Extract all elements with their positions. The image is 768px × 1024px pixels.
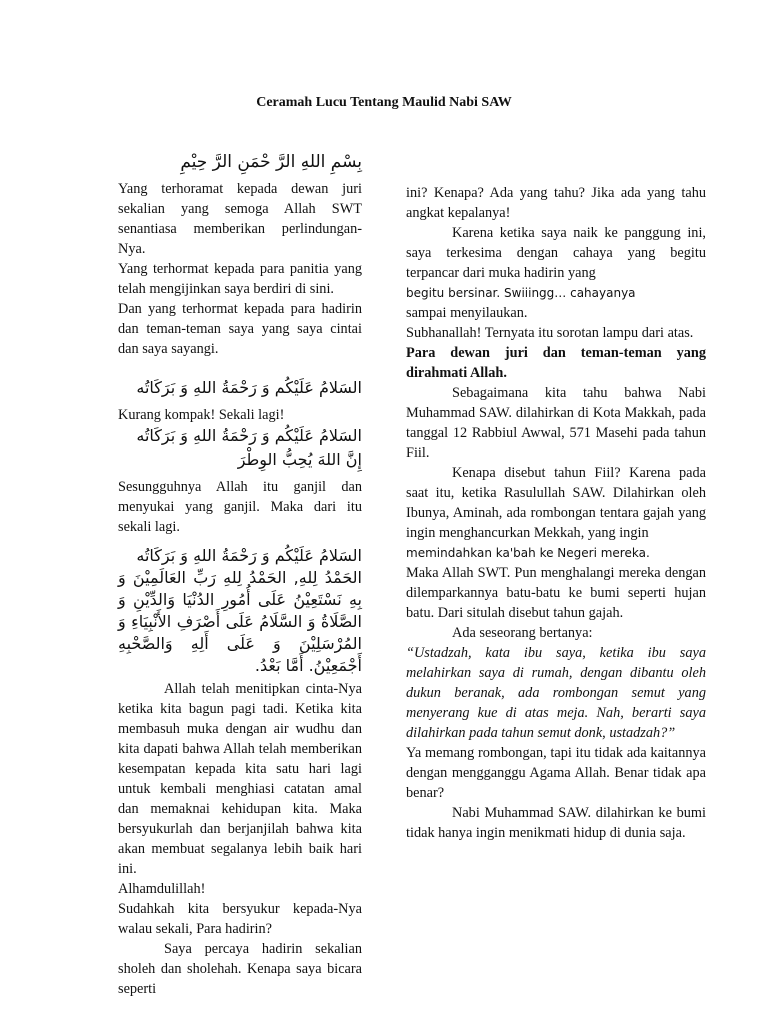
hadith-text: إِنَّ اللهَ يُحِبُّ الوِطْرَ — [237, 450, 362, 469]
salam-greeting-1: السَلامُ عَلَيْكُم وَ رَحْمَةُ اللهِ وَ بَرَكَاتُه — [136, 378, 362, 397]
document-title: Ceramah Lucu Tentang Maulid Nabi SAW — [256, 95, 512, 110]
gratitude-paragraph: Allah telah menitipkan cinta-Nya ketika kita bagun pagi tadi. Ketika kita membasuh muka dengan air wudhu dan kita dapati bahwa Allah telah memberikan kesempatan kepada kita satu hari lagi untuk kembali menghiasi catatan amal dan memaknai kehidupan kita. Maka bersyukurlah dan berjanjilah bahwa kita akan membuat segalanya lebih baik hari ini. — [118, 681, 362, 877]
ganjil-paragraph: Sesungguhnya Allah itu ganjil dan menyukai yang ganjil. Maka dari itu sekali lagi. — [118, 479, 362, 535]
question-intro: Ada seseorang bertanya: — [452, 625, 593, 641]
kabah-line: memindahkan ka'bah ke Negeri mereka. — [406, 546, 650, 560]
again-line: Kurang kompak! Sekali lagi! — [118, 407, 285, 423]
spotlight-paragraph: Subhanallah! Ternyata itu sorotan lampu dari atas. — [406, 325, 694, 341]
birth-paragraph: Sebagaimana kita tahu bahwa Nabi Muhammad SAW. dilahirkan di Kota Makkah, pada tanggal 12 Rabbiul Awwal, 571 Masehi pada tahun Fiil. — [406, 385, 706, 461]
swing-line: begitu bersinar. Swiiingg… cahayanya — [406, 286, 636, 300]
dazzle-line: sampai menyilaukan. — [406, 305, 528, 321]
left-column — [118, 151, 362, 999]
address-heading: Para dewan juri dan teman-teman yang dirahmati Allah. — [406, 345, 706, 381]
prophet-paragraph: Nabi Muhammad SAW. dilahirkan ke bumi tidak hanya ingin menikmati hidup di dunia saja. — [406, 805, 706, 841]
alhamdulillah-line: Alhamdulillah! — [118, 881, 206, 897]
answer-paragraph: Ya memang rombongan, tapi itu tidak ada kaitannya dengan mengganggu Agama Allah. Benar tidak apa benar? — [406, 745, 706, 801]
fiil-paragraph: Kenapa disebut tahun Fiil? Karena pada saat itu, ketika Rasulullah SAW. Dilahirkan oleh Ibunya, Aminah, ada rombongan tentara gajah yang ingin menghancurkan Mekkah, yang ingin — [406, 465, 706, 541]
greeting-committee: Yang terhormat kepada para panitia yang telah mengijinkan saya berdiri di sini. — [118, 261, 362, 297]
ant-question-quote: “Ustadzah, kata ibu saya, ketika ibu saya melahirkan saya di rumah, dengan dibantu oleh dukun beranak, ada rombongan semut yang menyerang kue di atas meja. Nah, berarti saya dilahirkan pada tahun semut donk, ustadzah?” — [406, 645, 706, 741]
muqaddimah-text: الحَمْدُ لِلهِ, الحَمْدُ لِلهِ رَبِّ العَالَمِيْنَ وَ بِهِ نَسْتَعِيْنُ عَلَى أُمُورِ الدُنْيَا وَالدِّيْنِ وَ الصَّلَاةُ وَ السَّلَامُ عَلَى أَصْرَفِ الأَنْبِيَاءِ وَ المُرْسَلِيْنَ وَ عَلَى أَلِهِ وَالصَّحْبِهِ أَجْمَعِيْنُ. أَمَّا بَعْدُ. — [118, 568, 362, 675]
greeting-audience: Dan yang terhormat kepada para hadirin dan teman-teman saya yang saya cintai dan saya sayangi. — [118, 301, 362, 357]
salam-greeting-2: السَلامُ عَلَيْكُم وَ رَحْمَةُ اللهِ وَ بَرَكَاتُه — [136, 426, 362, 445]
basmala-text: بِسْمِ اللهِ الرَّ حْمَنِ الرَّ حِيْمِ — [180, 152, 362, 172]
grateful-question: Sudahkah kita bersyukur kepada-Nya walau sekali, Para hadirin? — [118, 901, 362, 937]
greeting-judges: Yang terhoramat kepada dewan juri sekalian yang semoga Allah SWT senantiasa memberikan perlindungan-Nya. — [118, 181, 362, 257]
stage-paragraph: Karena ketika saya naik ke panggung ini, saya terkesima dengan cahaya yang begitu terpancar dari muka hadirin yang — [406, 225, 706, 281]
question-paragraph: ini? Kenapa? Ada yang tahu? Jika ada yang tahu angkat kepalanya! — [406, 185, 706, 221]
right-column — [406, 183, 706, 843]
salam-greeting-3: السَلامُ عَلَيْكُم وَ رَحْمَةُ اللهِ وَ بَرَكَاتُه — [136, 546, 362, 565]
sholeh-paragraph: Saya percaya hadirin sekalian sholeh dan sholehah. Kenapa saya bicara seperti — [118, 941, 362, 997]
stones-paragraph: Maka Allah SWT. Pun menghalangi mereka dengan dilemparkannya batu-batu ke bumi seperti hujan batu. Dari situlah disebut tahun gajah. — [406, 565, 706, 621]
